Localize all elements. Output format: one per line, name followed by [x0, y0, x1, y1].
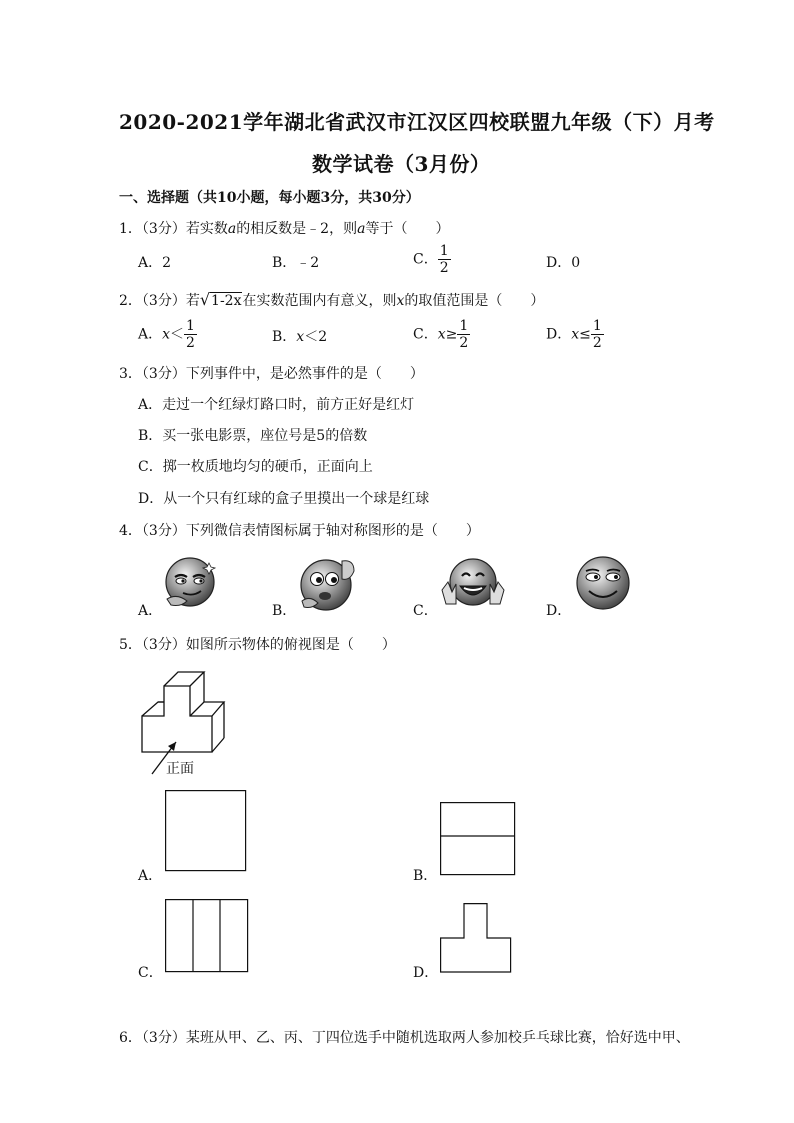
- question-5-stem: 5．（3分）如图所示物体的俯视图是（ ）: [119, 637, 396, 653]
- q1-option-b: B．﹣2: [272, 255, 320, 271]
- q5-figure-b: [440, 802, 516, 876]
- question-1-stem: 1．（3分）若实数a的相反数是﹣2，则a等于（ ）: [119, 221, 450, 237]
- question-6-stem: 6．（3分）某班从甲、乙、丙、丁四位选手中随机选取两人参加校乒乓球比赛，恰好选中甲、: [119, 1030, 690, 1046]
- emoji-c-icon: [440, 556, 506, 612]
- q2-option-c: C．x≥ $\frac{1}{2}$: [413, 318, 469, 351]
- q3-option-c: C．掷一枚质地均匀的硬币，正面向上: [138, 459, 373, 475]
- q2-option-b: B．x＜2: [272, 329, 328, 345]
- doc-title-line2: 数学试卷（3月份）: [312, 152, 491, 176]
- q5-option-a: A．: [138, 868, 163, 884]
- q1-option-d: D．0: [546, 255, 581, 271]
- question-3-stem: 3．（3分）下列事件中，是必然事件的是（ ）: [119, 366, 424, 382]
- q5-option-b: B．: [413, 868, 438, 884]
- q3-option-d: D．从一个只有红球的盒子里摸出一个球是红球: [138, 491, 430, 507]
- question-2-stem: 2．（3分）若√1-2x在实数范围内有意义，则x的取值范围是（ ）: [119, 290, 545, 309]
- q5-figure-c: [165, 899, 249, 973]
- q5-option-d: D．: [413, 965, 439, 981]
- q4-option-c: C．: [413, 603, 438, 619]
- front-label: 正面: [166, 761, 194, 777]
- q5-figure-d: [440, 903, 512, 973]
- q3-option-a: A．走过一个红绿灯路口时，前方正好是红灯: [138, 397, 415, 413]
- section-header: 一、选择题（共10小题，每小题3分，共30分）: [119, 190, 420, 206]
- emoji-d-icon: [575, 555, 631, 611]
- q1-option-c: C． $\frac{1}{2}$: [413, 243, 449, 276]
- q5-option-c: C．: [138, 965, 163, 981]
- emoji-a-icon: [163, 555, 219, 611]
- q2-option-d: D．x≤ $\frac{1}{2}$: [546, 318, 602, 351]
- q4-option-b: B．: [272, 603, 297, 619]
- q2-option-a: A．x＜ $\frac{1}{2}$: [138, 318, 195, 351]
- emoji-b-icon: [298, 557, 360, 613]
- q5-figure-a: [165, 790, 247, 872]
- q3-option-b: B．买一张电影票，座位号是5的倍数: [138, 428, 368, 444]
- q1-option-a: A．2: [138, 255, 172, 271]
- q4-option-d: D．: [546, 603, 572, 619]
- doc-title-line1: 2020-2021学年湖北省武汉市江汉区四校联盟九年级（下）月考: [119, 110, 715, 134]
- question-4-stem: 4．（3分）下列微信表情图标属于轴对称图形的是（ ）: [119, 523, 480, 539]
- q4-option-a: A．: [138, 603, 163, 619]
